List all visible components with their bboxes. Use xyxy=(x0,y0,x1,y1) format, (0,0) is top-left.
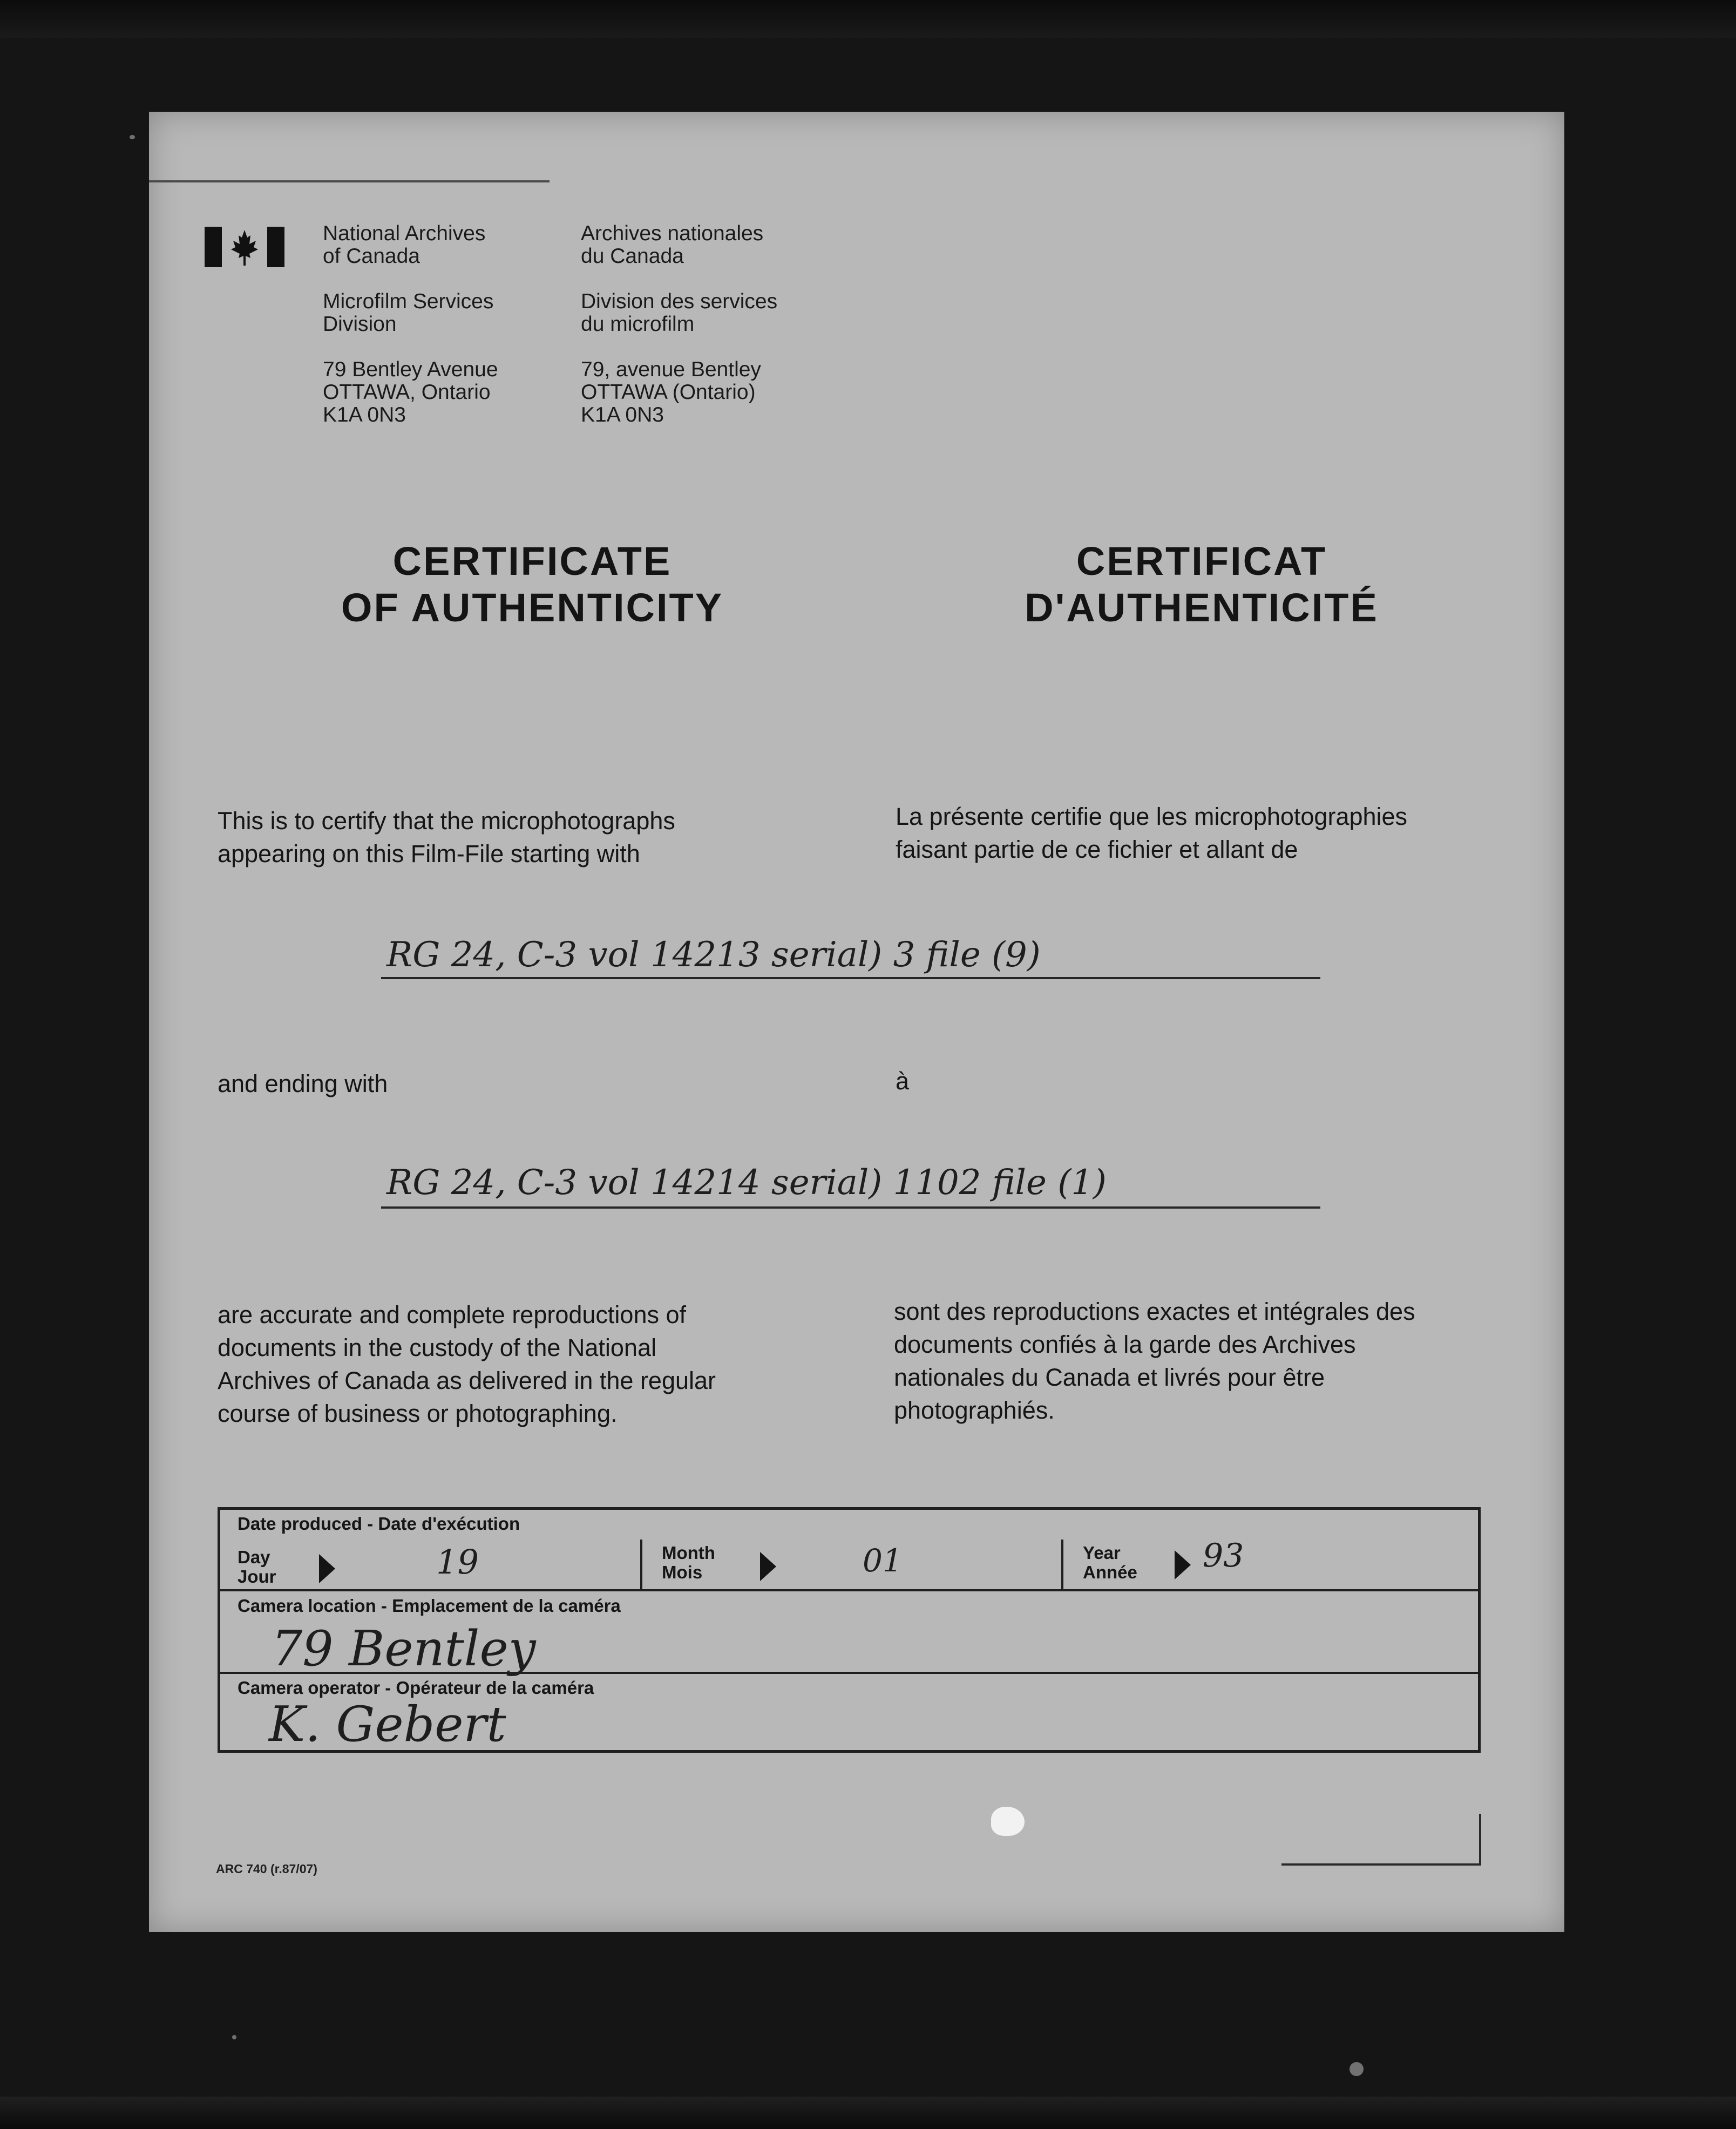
camera-operator-signature: K. Gebert xyxy=(269,1696,506,1753)
header-english xyxy=(323,222,498,426)
intro-fr-line2: faisant partie de ce fichier et allant de xyxy=(896,836,1298,863)
start-entry-underline xyxy=(381,977,1320,979)
statement-fr-line2: documents confiés à la garde des Archives xyxy=(894,1331,1356,1358)
day-arrow-icon xyxy=(319,1554,335,1583)
corner-mark-horizontal xyxy=(1281,1863,1481,1866)
month-value: 01 xyxy=(863,1542,903,1579)
year-value: 93 xyxy=(1203,1537,1244,1575)
camera-location-label: Camera location - Emplacement de la caméra xyxy=(238,1596,621,1616)
month-label-fr: Mois xyxy=(662,1562,703,1582)
address-en-line3: K1A 0N3 xyxy=(323,403,406,426)
maple-leaf-icon xyxy=(229,227,260,267)
address-fr-line2: OTTAWA (Ontario) xyxy=(581,381,756,404)
start-file-entry: RG 24, C-3 vol 14213 serial) 3 file (9) xyxy=(386,935,1041,975)
day-label-en: Day xyxy=(238,1547,270,1567)
address-en-line1: 79 Bentley Avenue xyxy=(323,358,498,381)
ending-label-english xyxy=(218,1067,541,1100)
division-fr-line2: du microfilm xyxy=(581,313,695,336)
title-fr-line2: D'AUTHENTICITÉ xyxy=(1025,585,1379,630)
table-row-divider xyxy=(220,1589,1478,1591)
address-en-line2: OTTAWA, Ontario xyxy=(323,381,491,404)
dust-speck xyxy=(130,135,135,139)
intro-en-line1: This is to certify that the microphotographs xyxy=(218,807,675,835)
division-en-line2: Division xyxy=(323,313,397,336)
statement-french xyxy=(894,1295,1501,1427)
statement-en-line1: are accurate and complete reproductions of xyxy=(218,1301,687,1328)
title-en-line1: CERTIFICATE xyxy=(392,539,672,584)
statement-fr-line1: sont des reproductions exactes et intégrales des xyxy=(894,1298,1415,1325)
dust-speck xyxy=(232,2035,236,2039)
statement-english xyxy=(218,1298,825,1430)
end-file-entry: RG 24, C-3 vol 14214 serial) 1102 file (1) xyxy=(386,1163,1107,1203)
intro-en-line2: appearing on this Film-File starting with xyxy=(218,840,640,867)
year-arrow-icon xyxy=(1175,1550,1191,1579)
division-en-line1: Microfilm Services xyxy=(323,290,494,313)
org-name-fr-line2: du Canada xyxy=(581,245,684,268)
address-fr-line1: 79, avenue Bentley xyxy=(581,358,761,381)
table-col-divider xyxy=(640,1540,642,1589)
certificate-sheet xyxy=(149,112,1564,1932)
header-french xyxy=(581,222,777,426)
statement-en-line4: course of business or photographing. xyxy=(218,1400,618,1427)
title-french xyxy=(969,538,1434,631)
title-en-line2: OF AUTHENTICITY xyxy=(341,585,724,630)
month-arrow-icon xyxy=(760,1552,776,1581)
statement-en-line3: Archives of Canada as delivered in the regular xyxy=(218,1367,716,1394)
title-fr-line1: CERTIFICAT xyxy=(1076,539,1327,584)
dust-speck xyxy=(1350,2062,1364,2076)
day-value: 19 xyxy=(436,1542,479,1582)
year-label-en: Year xyxy=(1083,1543,1121,1563)
org-name-en-line2: of Canada xyxy=(323,245,420,268)
flag-bar-right xyxy=(267,227,284,267)
statement-fr-line4: photographiés. xyxy=(894,1396,1055,1424)
camera-operator-label: Camera operator - Opérateur de la caméra xyxy=(238,1678,594,1698)
month-label-en: Month xyxy=(662,1543,715,1563)
division-fr-line1: Division des services xyxy=(581,290,778,313)
title-english xyxy=(295,538,770,631)
canada-flag-logo xyxy=(205,227,284,267)
top-rule xyxy=(149,180,550,182)
date-produced-label: Date produced - Date d'exécution xyxy=(238,1514,520,1534)
flag-bar-left xyxy=(205,227,222,267)
ending-fr-text: à xyxy=(896,1067,910,1095)
statement-fr-line3: nationales du Canada et livrés pour être xyxy=(894,1364,1325,1391)
film-edge-top xyxy=(0,0,1736,38)
intro-fr-line1: La présente certifie que les microphotographies xyxy=(896,803,1408,830)
film-blemish xyxy=(991,1807,1025,1836)
statement-en-line2: documents in the custody of the National xyxy=(218,1334,656,1361)
ending-en-text: and ending with xyxy=(218,1070,388,1097)
end-entry-underline xyxy=(381,1206,1320,1209)
org-name-fr-line1: Archives nationales xyxy=(581,222,764,245)
intro-english xyxy=(218,804,822,870)
table-col-divider xyxy=(1061,1540,1063,1589)
corner-mark-vertical xyxy=(1479,1814,1481,1866)
year-label-fr: Année xyxy=(1083,1562,1137,1582)
form-number: ARC 740 (r.87/07) xyxy=(216,1862,317,1876)
org-name-en-line1: National Archives xyxy=(323,222,486,245)
address-fr-line3: K1A 0N3 xyxy=(581,403,664,426)
ending-label-french xyxy=(896,1064,1003,1097)
production-details-table xyxy=(218,1507,1481,1753)
film-edge-bottom xyxy=(0,2097,1736,2129)
intro-french xyxy=(896,800,1500,866)
camera-location-value: 79 Bentley xyxy=(272,1621,536,1677)
day-label-fr: Jour xyxy=(238,1567,276,1586)
